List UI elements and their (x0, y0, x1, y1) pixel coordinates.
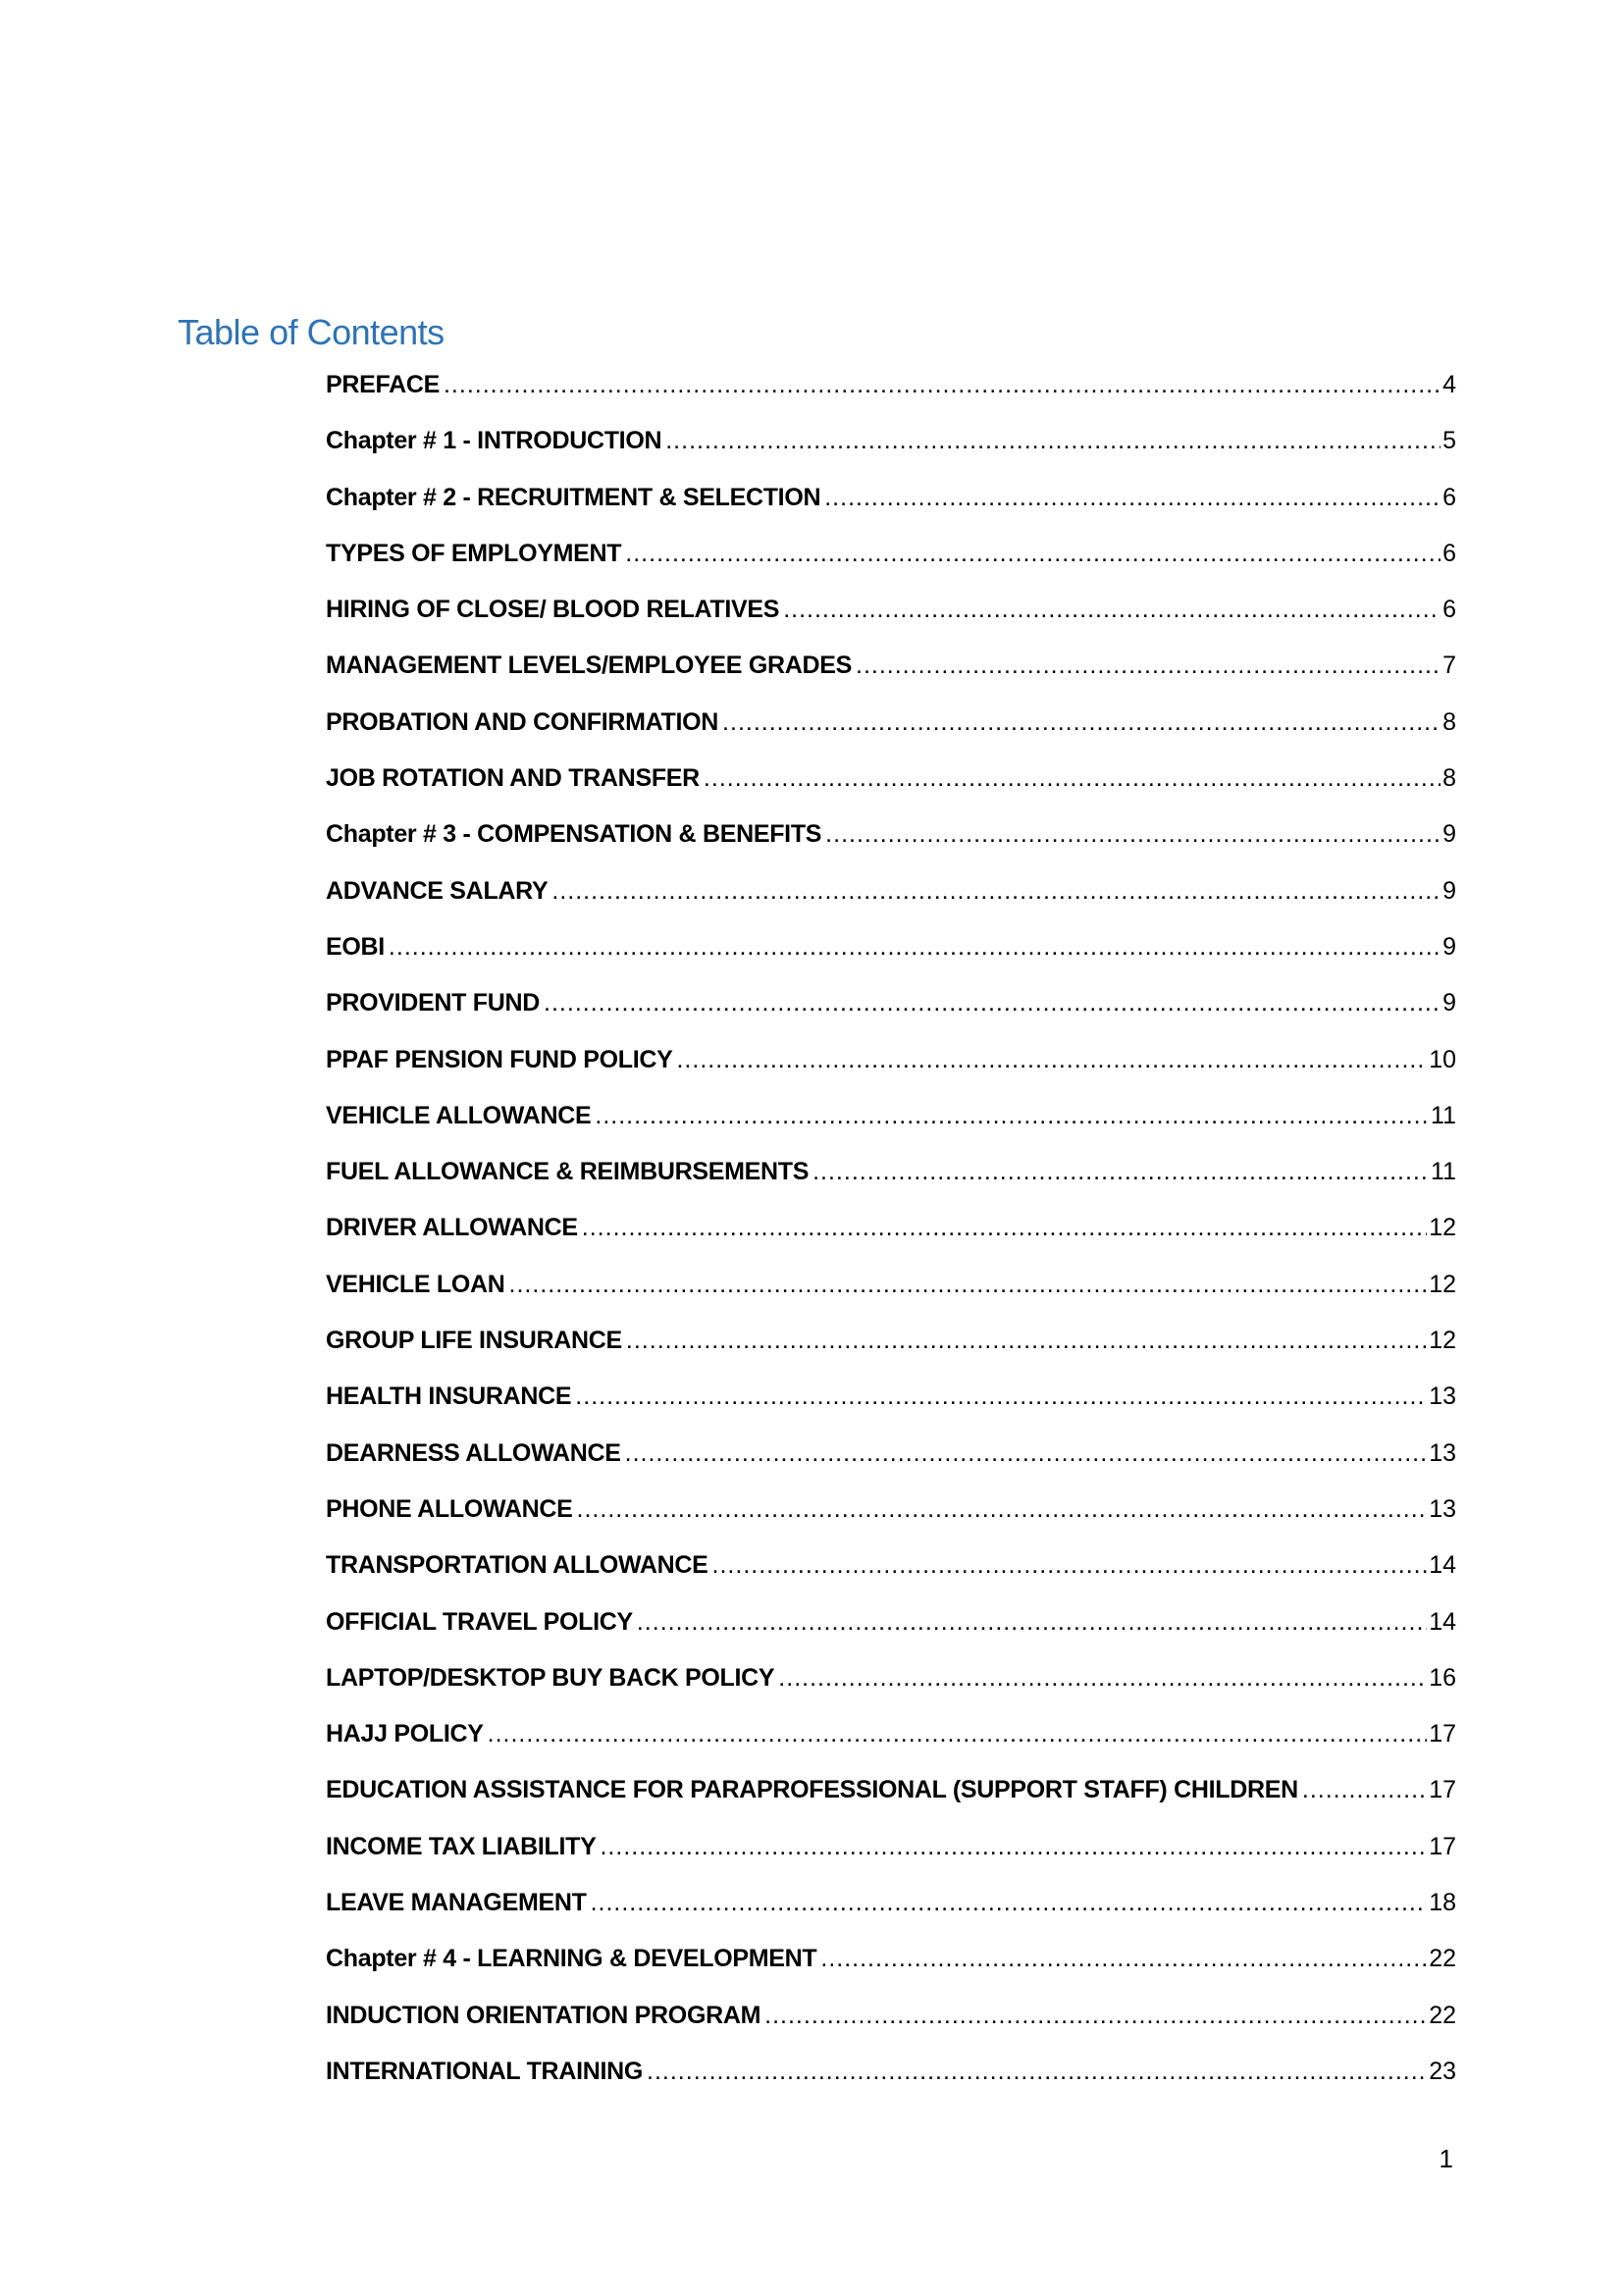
page-number: 1 (1439, 2144, 1453, 2173)
toc-entry[interactable] (326, 1827, 1456, 1883)
toc-dot-leader (444, 365, 1441, 404)
toc-entry-title: VEHICLE LOAN (326, 1270, 505, 1298)
toc-entry[interactable] (326, 1040, 1456, 1096)
toc-entry-page: 8 (1442, 707, 1456, 736)
toc-dot-leader (712, 1545, 1428, 1585)
toc-entry[interactable] (326, 1489, 1456, 1545)
toc-entry-page: 7 (1442, 652, 1456, 680)
toc-dot-leader (625, 1434, 1428, 1473)
toc-entry[interactable] (326, 1996, 1456, 2052)
toc-dot-leader (509, 1265, 1428, 1304)
toc-entry-title: INTERNATIONAL TRAINING (326, 2057, 644, 2085)
toc-dot-leader (665, 421, 1441, 460)
toc-entry[interactable] (326, 1602, 1456, 1658)
toc-entry-page: 17 (1429, 1720, 1456, 1748)
toc-entry-page: 12 (1429, 1327, 1456, 1355)
toc-entry-page: 9 (1442, 820, 1456, 849)
toc-entry-title: INDUCTION ORIENTATION PROGRAM (326, 2001, 761, 2029)
toc-entry-title: PHONE ALLOWANCE (326, 1494, 573, 1523)
toc-entry-page: 6 (1442, 596, 1456, 624)
toc-entry-page: 8 (1442, 764, 1456, 793)
toc-entry[interactable] (326, 758, 1456, 814)
toc-entry-title: Chapter # 4 - LEARNING & DEVELOPMENT (326, 1945, 817, 1973)
toc-entry[interactable] (326, 365, 1456, 421)
toc-entry-page: 14 (1429, 1607, 1456, 1636)
toc-entry-page: 22 (1429, 2001, 1456, 2029)
toc-entry[interactable] (326, 1152, 1456, 1208)
toc-dot-leader (783, 590, 1441, 629)
toc-entry-page: 17 (1429, 1832, 1456, 1860)
toc-entry[interactable] (326, 646, 1456, 702)
toc-entry-title: HEALTH INSURANCE (326, 1382, 572, 1411)
toc-dot-leader (488, 1714, 1428, 1753)
toc-entry[interactable] (326, 703, 1456, 758)
toc-dot-leader (764, 1996, 1427, 2035)
toc-entry-title: Chapter # 3 - COMPENSATION & BENEFITS (326, 820, 822, 849)
toc-entry-page: 6 (1442, 539, 1456, 567)
toc-entry[interactable] (326, 478, 1456, 534)
toc-entry-page: 12 (1429, 1270, 1456, 1298)
toc-entry[interactable] (326, 1714, 1456, 1770)
toc-dot-leader (825, 814, 1441, 854)
toc-dot-leader (820, 1939, 1427, 1978)
toc-dot-leader (551, 871, 1441, 911)
toc-entry-title: HAJJ POLICY (326, 1720, 484, 1748)
toc-entry[interactable] (326, 983, 1456, 1039)
toc-entry-title: EDUCATION ASSISTANCE FOR PARAPROFESSIONAL (SUPPORT STAFF) CHILDREN (326, 1776, 1298, 1804)
toc-entry-title: GROUP LIFE INSURANCE (326, 1327, 622, 1355)
toc-entry[interactable] (326, 1883, 1456, 1939)
toc-entry[interactable] (326, 814, 1456, 870)
toc-dot-leader (582, 1208, 1427, 1247)
toc-entry-title: LEAVE MANAGEMENT (326, 1889, 587, 1917)
toc-entry-title: PROBATION AND CONFIRMATION (326, 707, 719, 736)
toc-entry-title: PREFACE (326, 371, 440, 398)
toc-entry[interactable] (326, 534, 1456, 590)
toc-entry-title: PROVIDENT FUND (326, 989, 541, 1017)
toc-entry-title: EOBI (326, 932, 385, 961)
toc-entry[interactable] (326, 1770, 1456, 1826)
toc-entry-title: DRIVER ALLOWANCE (326, 1214, 578, 1242)
toc-entry-title: HIRING OF CLOSE/ BLOOD RELATIVES (326, 596, 780, 624)
toc-entry-title: TYPES OF EMPLOYMENT (326, 539, 622, 567)
toc-dot-leader (812, 1152, 1429, 1191)
toc-entry-title: JOB ROTATION AND TRANSFER (326, 764, 700, 793)
toc-dot-leader (778, 1658, 1427, 1697)
toc-entry[interactable] (326, 871, 1456, 927)
toc-entry-page: 18 (1429, 1889, 1456, 1917)
toc-dot-leader (824, 478, 1441, 517)
toc-entry-page: 5 (1442, 427, 1456, 455)
toc-entry-page: 22 (1429, 1945, 1456, 1973)
toc-dot-leader (595, 1096, 1429, 1135)
toc-dot-leader (575, 1377, 1427, 1416)
toc-entry-page: 11 (1431, 1158, 1456, 1186)
toc-dot-leader (647, 2052, 1427, 2091)
toc-dot-leader (1302, 1770, 1427, 1809)
toc-entry-page: 13 (1429, 1438, 1456, 1467)
toc-entry[interactable] (326, 2052, 1456, 2108)
toc-entry[interactable] (326, 590, 1456, 646)
toc-entry-page: 13 (1429, 1494, 1456, 1523)
toc-dot-leader (626, 1321, 1427, 1360)
toc-entry[interactable] (326, 1321, 1456, 1377)
toc-entry-title: PPAF PENSION FUND POLICY (326, 1045, 673, 1073)
toc-entry-page: 10 (1429, 1045, 1456, 1073)
toc-entry[interactable] (326, 1939, 1456, 1995)
toc-dot-leader (722, 703, 1441, 742)
toc-dot-leader (625, 534, 1441, 573)
toc-entry[interactable] (326, 1545, 1456, 1601)
toc-entry-title: Chapter # 2 - RECRUITMENT & SELECTION (326, 483, 821, 511)
toc-entry-page: 17 (1429, 1776, 1456, 1804)
toc-entry[interactable] (326, 1434, 1456, 1489)
toc-entry-page: 4 (1442, 371, 1456, 398)
toc-heading: Table of Contents (178, 312, 445, 352)
toc-dot-leader (591, 1883, 1428, 1922)
toc-entry-title: LAPTOP/DESKTOP BUY BACK POLICY (326, 1663, 775, 1692)
toc-dot-leader (389, 927, 1441, 966)
toc-entry[interactable] (326, 1265, 1456, 1321)
toc-entry-title: VEHICLE ALLOWANCE (326, 1101, 592, 1129)
toc-entry-title: INCOME TAX LIABILITY (326, 1832, 597, 1860)
toc-entry-page: 16 (1429, 1663, 1456, 1692)
toc-list (326, 365, 1456, 2108)
toc-dot-leader (856, 646, 1441, 685)
toc-entry-title: TRANSPORTATION ALLOWANCE (326, 1551, 708, 1580)
toc-dot-leader (577, 1489, 1428, 1529)
toc-entry-page: 9 (1442, 932, 1456, 961)
toc-entry-page: 12 (1429, 1214, 1456, 1242)
toc-entry-page: 6 (1442, 483, 1456, 511)
toc-entry[interactable] (326, 1208, 1456, 1264)
toc-entry-page: 23 (1429, 2057, 1456, 2085)
toc-dot-leader (637, 1602, 1427, 1642)
toc-dot-leader (704, 758, 1441, 798)
toc-entry-title: ADVANCE SALARY (326, 876, 549, 905)
toc-entry[interactable] (326, 1096, 1456, 1152)
toc-entry-page: 9 (1442, 876, 1456, 905)
toc-entry-title: MANAGEMENT LEVELS/EMPLOYEE GRADES (326, 652, 852, 680)
toc-entry[interactable] (326, 927, 1456, 983)
toc-entry-title: FUEL ALLOWANCE & REIMBURSEMENTS (326, 1158, 810, 1186)
toc-entry-page: 13 (1429, 1382, 1456, 1411)
toc-entry[interactable] (326, 1658, 1456, 1714)
toc-dot-leader (544, 983, 1441, 1022)
toc-entry-title: Chapter # 1 - INTRODUCTION (326, 427, 662, 455)
toc-entry[interactable] (326, 421, 1456, 477)
toc-entry-page: 14 (1429, 1551, 1456, 1580)
toc-dot-leader (600, 1827, 1427, 1866)
toc-entry-page: 9 (1442, 989, 1456, 1017)
toc-entry-title: DEARNESS ALLOWANCE (326, 1438, 621, 1467)
toc-entry-title: OFFICIAL TRAVEL POLICY (326, 1607, 633, 1636)
toc-dot-leader (676, 1040, 1427, 1079)
toc-entry-page: 11 (1431, 1101, 1456, 1129)
toc-entry[interactable] (326, 1377, 1456, 1433)
